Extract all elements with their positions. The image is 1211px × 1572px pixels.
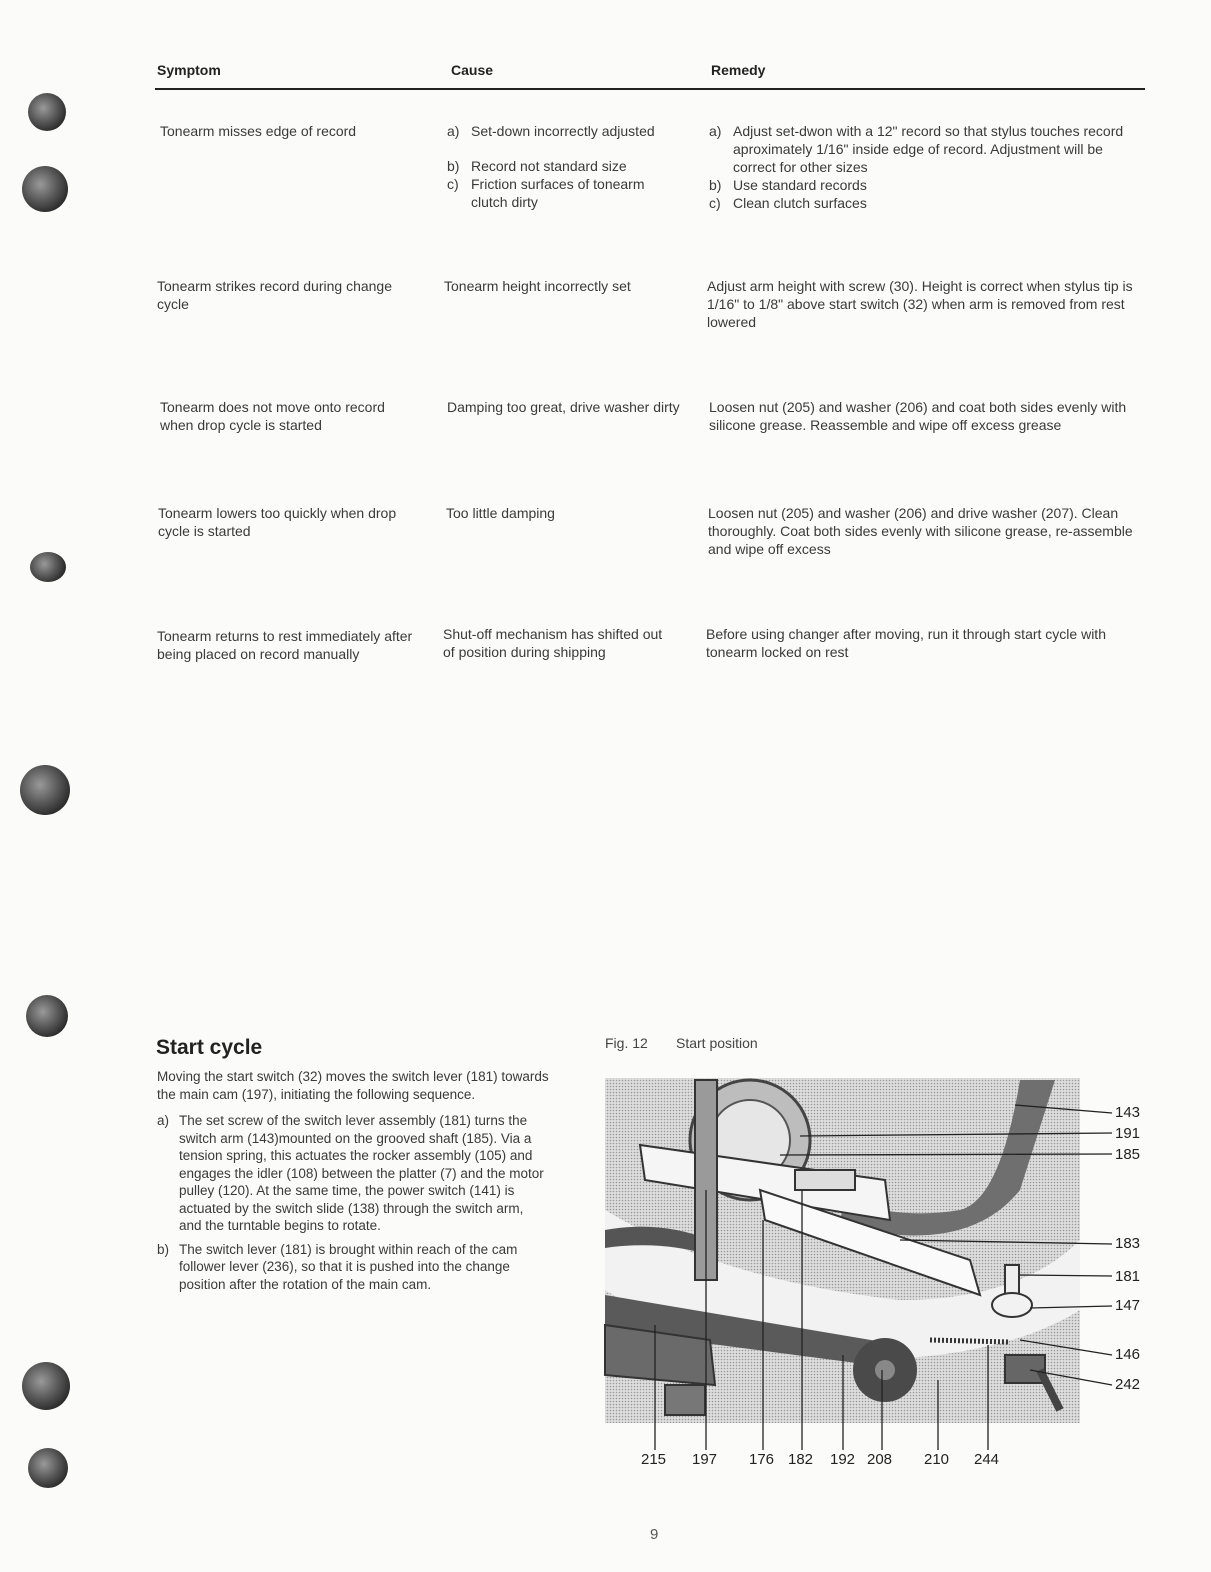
section-intro: Moving the start switch (32) moves the switch lever (181) towards the main cam (197), initiating the following sequence. <box>157 1069 549 1102</box>
section-heading: Start cycle <box>156 1036 263 1059</box>
item-text: The set screw of the switch lever assembly (181) turns the switch arm (143)mounted on the grooved shaft (185). Via a tension spring, this actuates the rocker assembly (105) and engages the idler (108) between the platter (7) and the motor pulley (120). At the same time, the power switch (141) is actuated by the switch slide (138) through the switch arm, and the turntable begins to rotate. <box>179 1113 544 1233</box>
row-3-symptom: Tonearm does not move onto record when drop cycle is started <box>160 399 385 433</box>
start-position-figure <box>600 1070 1120 1490</box>
item-text: Adjust set-dwon with a 12" record so that stylus touches record aproximately 1/16" inside edge of record. Adjustment will be correct for other sizes <box>733 123 1124 175</box>
callout-label: 147 <box>1115 1297 1141 1314</box>
lever-clamp <box>1005 1355 1045 1383</box>
row-3-remedy: Loosen nut (205) and washer (206) and coat both sides evenly with silicone grease. Reassemble and wipe off excess grease <box>709 399 1127 433</box>
item-text: Friction surfaces of tonearm clutch dirty <box>471 176 645 210</box>
header-rule <box>155 88 1145 90</box>
remedy-item <box>709 176 1145 194</box>
callout-label: 146 <box>1115 1346 1141 1363</box>
cause-item <box>447 157 677 175</box>
binder-hole <box>26 995 68 1037</box>
binder-hole <box>30 552 66 582</box>
row-1-remedy <box>709 122 1145 212</box>
page-number: 9 <box>650 1526 659 1543</box>
remedy-item <box>709 122 1145 176</box>
row-5-remedy: Before using changer after moving, run it through start cycle with tonearm locked on rest <box>706 626 1106 660</box>
figure-number: Fig. 12 <box>605 1035 648 1051</box>
binder-hole <box>28 93 66 131</box>
callout-label: 176 <box>749 1451 775 1468</box>
callout-label: 191 <box>1115 1125 1141 1142</box>
callout-label: 215 <box>641 1451 667 1468</box>
row-1-symptom: Tonearm misses edge of record <box>160 123 357 139</box>
item-label: a) <box>157 1113 170 1128</box>
remedy-item <box>709 194 1145 212</box>
item-label: b) <box>157 1241 170 1257</box>
item-label: b) <box>447 158 460 174</box>
row-4-symptom: Tonearm lowers too quickly when drop cycle is started <box>158 505 397 539</box>
item-label: c) <box>447 176 459 192</box>
header-symptom: Symptom <box>157 62 221 78</box>
callout-label: 185 <box>1115 1146 1141 1163</box>
callout-label: 192 <box>830 1451 856 1468</box>
section-item <box>157 1241 549 1294</box>
item-label: b) <box>709 177 722 193</box>
row-2-cause: Tonearm height incorrectly set <box>444 278 631 294</box>
item-label: c) <box>709 195 721 211</box>
row-2-remedy: Adjust arm height with screw (30). Height is correct when stylus tip is 1/16" to 1/8" above start switch (32) when arm is removed from rest lowered <box>707 278 1133 330</box>
row-5-cause: Shut-off mechanism has shifted out of position during shipping <box>443 626 663 660</box>
callout-label: 182 <box>788 1451 814 1468</box>
binder-hole <box>22 1362 70 1410</box>
item-text: The switch lever (181) is brought within reach of the cam follower lever (236), so that it is pushed into the change position after the rotation of the main cam. <box>179 1241 518 1292</box>
binder-hole <box>22 166 68 212</box>
row-2-symptom: Tonearm strikes record during change cycle <box>157 278 393 312</box>
row-5-symptom: Tonearm returns to rest immediately after being placed on record manually <box>157 628 413 662</box>
cause-item <box>447 122 677 140</box>
row-1-cause <box>447 122 677 211</box>
item-label: a) <box>447 123 460 139</box>
callout-label: 143 <box>1115 1104 1141 1121</box>
section-body <box>157 1068 549 1293</box>
cup <box>665 1385 705 1415</box>
item-text: Clean clutch surfaces <box>733 195 867 211</box>
header-remedy: Remedy <box>711 62 766 78</box>
item-text: Set-down incorrectly adjusted <box>471 123 655 139</box>
callout-label: 197 <box>692 1451 718 1468</box>
callout-label: 210 <box>924 1451 950 1468</box>
item-text: Record not standard size <box>471 158 627 174</box>
header-cause: Cause <box>451 62 494 78</box>
row-4-cause: Too little damping <box>446 505 555 521</box>
callout-label: 208 <box>867 1451 893 1468</box>
figure-title: Start position <box>676 1035 758 1051</box>
binder-hole <box>20 765 70 815</box>
callout-label: 181 <box>1115 1268 1141 1285</box>
item-label: a) <box>709 123 722 139</box>
callout-label: 244 <box>974 1451 1000 1468</box>
binder-hole <box>28 1448 68 1488</box>
section-item <box>157 1112 549 1235</box>
cause-item <box>447 175 677 211</box>
tension-spring <box>795 1170 855 1190</box>
row-4-remedy: Loosen nut (205) and washer (206) and drive washer (207). Clean thoroughly. Coat both sides evenly with silicone grease, re-assemble and wipe off excess <box>708 505 1133 557</box>
callout-label: 242 <box>1115 1376 1141 1393</box>
item-text: Use standard records <box>733 177 867 193</box>
callout-label: 183 <box>1115 1235 1141 1252</box>
row-3-cause: Damping too great, drive washer dirty <box>447 399 680 415</box>
